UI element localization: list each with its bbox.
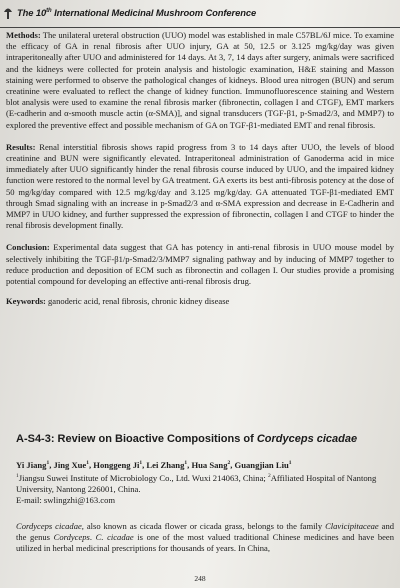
author-name: Jing Xue: [53, 459, 87, 470]
results-paragraph: [6, 142, 394, 232]
section-species: Cordyceps cicadae: [256, 433, 358, 445]
methods-label: Methods:: [6, 30, 41, 40]
keywords-label: Keywords:: [6, 296, 46, 307]
results-text: Renal interstitial fibrosis shows rapid progress from 3 to 14 days after UUO, the levels of blood creatinine and BUN were significantly elevated. Intraperitoneal administration of Ganoderma acid in mice immediately after UUO significantly hinder the renal fibrosis course induced by UUO, and the impaired kidney function were restored to the normal level by GA treatment. GA exerts its best anti-fibrosis potency at the dose of 50 mg/kg/day compared with 12.5 mg/kg/day and 3.125 mg/kg/day. GA attenuated TGF-β1-mediated EMT through Smad signaling with an increase in p-Smad2/3 and α-SMA expression and decrease in E-Cadherin and MMP7 in UUO kidney, and further suppressed the expression of fibronectin, collagen I and CTGF to hinder the renal fibrosis development finally.: [6, 141, 394, 231]
abstract-body: [6, 30, 394, 307]
results-label: Results:: [6, 141, 36, 152]
running-header: [0, 0, 400, 28]
methods-paragraph: [6, 30, 394, 131]
affiliations: $^1$Jiangsu Suwei Institute of Microbiology Co., Ltd. Wuxi 214063, China; $^2$Affiliated Hospital of Nantong University, Nantong 226001, China.: [16, 472, 377, 494]
author-list: Yi Jiang$^1$, Jing Xue$^1$, Honggeng Ji$^1$, Lei Zhang$^1$, Hua Sang$^2$, Guangjian Liu$^1$: [16, 459, 292, 470]
methods-text: The unilateral ureteral obstruction (UUO) model was established in male C57BL/6J mice. To examine the efficacy of GA in renal fibrosis after UUO injury, GA at 50, 12.5 or 3.125 mg/kg/day was given intraperitoneally after UUO and administered for 14 days. At 3, 7, 14 days after surgery, animals were sacrificed and the kidneys were collected for protein analysis and histologic examination, H&E staining and Masson staining were performed to observe the pathological changes of kidneys. Blood urea nitrogen (BUN) and serum creatinine were evaluated to reflect the change of kidney function. Immunofluorescence staining and Western blot analysis were used to examine the renal fibrosis marker (fibronectin, collagen I and CTGF), EMT markers (E-cadherin and α-smooth muscle actin (α-SMA)], and signal transducers (TGF-β1, p-Smad2/3, and MMP7) to explored the preventive effect and possible mechanism of GA on TGF-β1-mediated EMT and renal fibrosis.: [6, 30, 394, 130]
author-block: [16, 458, 394, 506]
author-email: E-mail: swlingzhi@163.com: [16, 494, 116, 505]
mushroom-logo-icon: [3, 6, 13, 20]
author-name: Hua Sang: [191, 459, 228, 470]
conclusion-label: Conclusion:: [6, 242, 50, 253]
author-name: Guangjian Liu: [234, 459, 289, 470]
review-abstract-paragraph: Cordyceps cicadae, also known as cicada flower or cicada grass, belongs to the family Clavicipitaceae and the genus Cordyceps. C. cicadae is one of the most valued traditional Chinese medicines and have been utilized in herbal medicinal prescriptions for thousands of years. In China,: [16, 520, 395, 553]
author-name: Lei Zhang: [146, 459, 185, 470]
conclusion-paragraph: [6, 242, 394, 287]
keywords-paragraph: [6, 296, 394, 307]
section-title: A-S4-3: Review on Bioactive Compositions of Cordyceps cicadae: [16, 433, 358, 445]
author-name: Yi Jiang: [16, 459, 47, 470]
author-name: Honggeng Ji: [93, 459, 140, 470]
conference-title: The 10th International Medicinal Mushroom Conference: [17, 7, 257, 18]
page-number: 248: [194, 574, 206, 583]
keywords-text: ganoderic acid, renal fibrosis, chronic kidney disease: [45, 296, 230, 307]
conclusion-text: Experimental data suggest that GA has potency in anti-renal fibrosis in UUO mouse model by selectively inhibiting the TGF-β1/p-Smad2/3/MMP7 signaling pathway and by inducing of MMP7 together to reduce production and deposition of ECM such as fibronectin and collagen I. Our studies provide a promising potential compound for developing an effective anti-renal fibrosis drug.: [6, 242, 394, 287]
